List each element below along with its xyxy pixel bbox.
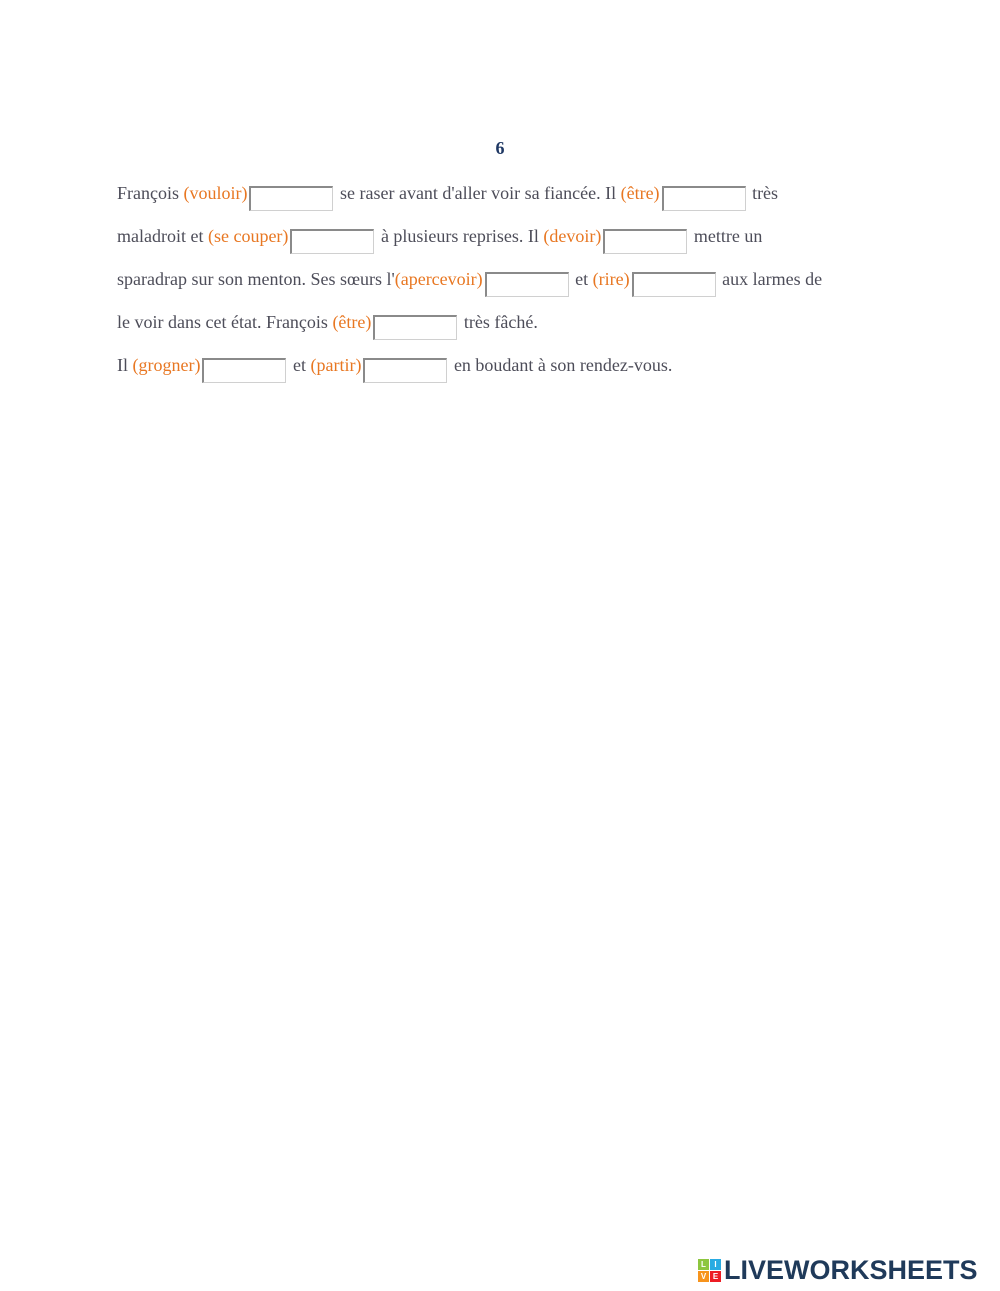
- verb-hint: (vouloir): [183, 183, 248, 203]
- answer-input-5[interactable]: [485, 272, 569, 297]
- sentence-text: à plusieurs reprises. Il: [376, 226, 544, 246]
- verb-hint: (partir): [310, 355, 362, 375]
- verb-hint: (devoir): [543, 226, 602, 246]
- answer-input-3[interactable]: [290, 229, 374, 254]
- sentence-text: très: [747, 183, 779, 203]
- verb-hint: (rire): [592, 269, 630, 289]
- answer-input-9[interactable]: [363, 358, 447, 383]
- sentence-text: et: [288, 355, 311, 375]
- verb-hint: (apercevoir): [394, 269, 483, 289]
- verb-hint: (être): [620, 183, 660, 203]
- logo-tile: L: [698, 1259, 709, 1270]
- sentence-text: aux larmes de: [717, 269, 823, 289]
- sentence-text: et: [570, 269, 593, 289]
- answer-input-7[interactable]: [373, 315, 457, 340]
- sentence-text: le voir dans cet état. François: [117, 312, 333, 332]
- logo-tile: I: [710, 1259, 721, 1270]
- text-line: [117, 168, 897, 211]
- logo-tile: E: [710, 1271, 721, 1282]
- answer-input-2[interactable]: [662, 186, 746, 211]
- text-line: [117, 297, 897, 340]
- liveworksheets-logo: [698, 1254, 978, 1286]
- text-line: [117, 254, 897, 297]
- verb-hint: (grogner): [132, 355, 201, 375]
- verb-hint: (être): [332, 312, 372, 332]
- sentence-text: en boudant à son rendez-vous.: [449, 355, 673, 375]
- page-number: 6: [495, 138, 505, 158]
- sentence-text: sparadrap sur son menton. Ses sœurs l': [117, 269, 395, 289]
- liveworksheets-logo-icon: [698, 1259, 721, 1282]
- answer-input-4[interactable]: [603, 229, 687, 254]
- answer-input-6[interactable]: [632, 272, 716, 297]
- sentence-text: maladroit et: [117, 226, 208, 246]
- verb-hint: (se couper): [207, 226, 289, 246]
- answer-input-1[interactable]: [249, 186, 333, 211]
- sentence-text: François: [117, 183, 184, 203]
- sentence-text: très fâché.: [459, 312, 538, 332]
- text-line: [117, 340, 897, 382]
- sentence-text: mettre un: [689, 226, 763, 246]
- text-line: [117, 211, 897, 254]
- sentence-text: se raser avant d'aller voir sa fiancée. Il: [335, 183, 621, 203]
- exercise-text: [117, 168, 897, 382]
- logo-tile: V: [698, 1271, 709, 1282]
- liveworksheets-logo-text: LIVEWORKSHEETS: [724, 1254, 978, 1285]
- sentence-text: Il: [117, 355, 133, 375]
- answer-input-8[interactable]: [202, 358, 286, 383]
